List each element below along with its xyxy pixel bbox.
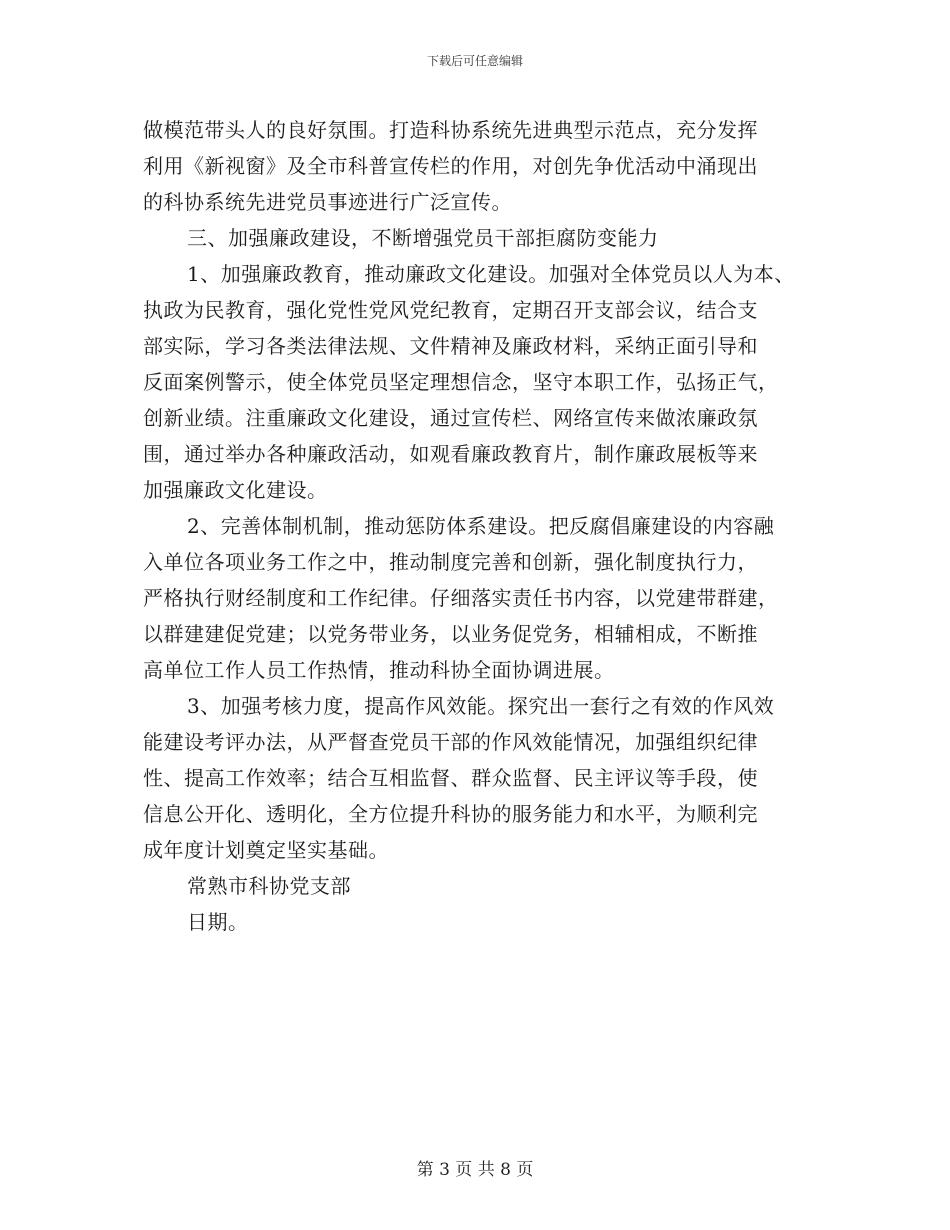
body-line: 入单位各项业务工作之中，推动制度完善和创新，强化制度执行力， [143, 550, 758, 574]
body-line: 围，通过举办各种廉政活动，如观看廉政教育片，制作廉政展板等来 [143, 442, 758, 466]
paragraph-start: 1、加强廉政教育，推动廉政文化建设。加强对全体党员以人为本、 [187, 262, 795, 286]
paragraph-start: 2、完善体制机制，推动惩防体系建设。把反腐倡廉建设的内容融 [187, 514, 775, 538]
page-number: 第 3 页 共 8 页 [416, 1160, 534, 1180]
document-body [143, 112, 843, 940]
body-line: 信息公开化、透明化，全方位提升科协的服务能力和水平，为顺利完 [143, 802, 758, 826]
body-line: 高单位工作人员工作热情，推动科协全面协调进展。 [143, 658, 615, 682]
body-line: 反面案例警示，使全体党员坚定理想信念，坚守本职工作，弘扬正气， [143, 370, 779, 394]
signature-org: 常熟市科协党支部 [187, 874, 351, 898]
body-line: 创新业绩。注重廉政文化建设，通过宣传栏、网络宣传来做浓廉政氛 [143, 406, 758, 430]
body-line: 性、提高工作效率；结合互相监督、群众监督、民主评议等手段，使 [143, 766, 758, 790]
body-line: 以群建建促党建；以党务带业务，以业务促党务，相辅相成，不断推 [143, 622, 758, 646]
paragraph-start: 3、加强考核力度，提高作风效能。探究出一套行之有效的作风效 [187, 694, 775, 718]
body-line: 做模范带头人的良好氛围。打造科协系统先进典型示范点，充分发挥 [143, 118, 758, 142]
body-line: 加强廉政文化建设。 [143, 478, 328, 502]
body-line: 能建设考评办法，从严督查党员干部的作风效能情况，加强组织纪律 [143, 730, 758, 754]
body-line: 部实际，学习各类法律法规、文件精神及廉政材料，采纳正面引导和 [143, 334, 758, 358]
body-line: 利用《新视窗》及全市科普宣传栏的作用，对创先争优活动中涌现出 [143, 154, 758, 178]
body-line: 执政为民教育，强化党性党风党纪教育，定期召开支部会议，结合支 [143, 298, 758, 322]
body-line: 的科协系统先进党员事迹进行广泛宣传。 [143, 190, 512, 214]
page-header: 下载后可任意编辑 [426, 54, 523, 68]
body-line: 严格执行财经制度和工作纪律。仔细落实责任书内容，以党建带群建， [143, 586, 779, 610]
body-line: 成年度计划奠定坚实基础。 [143, 838, 389, 862]
section-heading: 三、加强廉政建设，不断增强党员干部拒腐防变能力 [187, 226, 659, 250]
signature-date: 日期。 [187, 910, 249, 934]
